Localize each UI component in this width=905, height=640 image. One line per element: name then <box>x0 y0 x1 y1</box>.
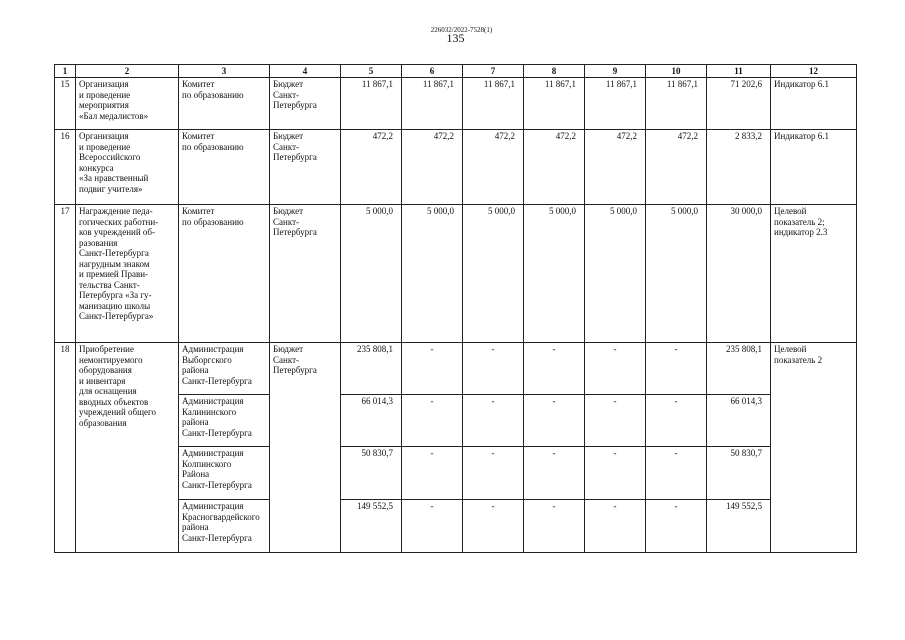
total-cell: 149 552,5 <box>707 500 771 553</box>
funding-source-cell: Бюджет Санкт- Петербурга <box>270 343 341 553</box>
year-value-cell: 5 000,0 <box>646 205 707 343</box>
document-number: 226032/2022-7528(1) <box>430 26 493 34</box>
executor-cell: Администрация Выборгского района Санкт-Петербурга <box>179 343 270 395</box>
dash-cell: - <box>463 447 524 500</box>
dash-cell: - <box>524 500 585 553</box>
column-header: 1 <box>55 65 76 78</box>
year-value-cell: 11 867,1 <box>402 78 463 130</box>
executor-cell: Комитет по образованию <box>179 130 270 205</box>
event-name-cell: Организация и проведение Всероссийского конкурса «За нравственный подвиг учителя» <box>76 130 179 205</box>
page-number: 135 <box>446 31 465 45</box>
table-row <box>55 343 857 395</box>
funding-source-cell: Бюджет Санкт- Петербурга <box>270 205 341 343</box>
year-value-cell: 11 867,1 <box>341 78 402 130</box>
year-value-cell: 5 000,0 <box>341 205 402 343</box>
dash-cell: - <box>463 395 524 447</box>
dash-cell: - <box>524 395 585 447</box>
total-cell: 71 202,6 <box>707 78 771 130</box>
event-name-cell: Награждение педа- гогических работни- ков учреждений об- разования Санкт-Петербурга нагрудным знаком и премией Прави- тельства Санкт- Петербурга «За гу- манизацию школы Санкт-Петербурга» <box>76 205 179 343</box>
year-value-cell: 5 000,0 <box>402 205 463 343</box>
funding-source-cell: Бюджет Санкт- Петербурга <box>270 78 341 130</box>
funding-source-cell: Бюджет Санкт- Петербурга <box>270 130 341 205</box>
year-value-cell: 472,2 <box>524 130 585 205</box>
total-cell: 2 833,2 <box>707 130 771 205</box>
indicator-cell: Целевой показатель 2 <box>771 343 857 553</box>
executor-cell: Комитет по образованию <box>179 78 270 130</box>
column-header: 8 <box>524 65 585 78</box>
dash-cell: - <box>646 395 707 447</box>
executor-cell: Администрация Калининского района Санкт-Петербурга <box>179 395 270 447</box>
column-header: 9 <box>585 65 646 78</box>
dash-cell: - <box>463 343 524 395</box>
year-value-cell: 11 867,1 <box>524 78 585 130</box>
year-value-cell: 11 867,1 <box>646 78 707 130</box>
year-value-cell: 66 014,3 <box>341 395 402 447</box>
column-header: 11 <box>707 65 771 78</box>
dash-cell: - <box>402 447 463 500</box>
table-row <box>55 78 857 130</box>
dash-cell: - <box>585 395 646 447</box>
indicator-cell: Индикатор 6.1 <box>771 78 857 130</box>
dash-cell: - <box>585 447 646 500</box>
year-value-cell: 235 808,1 <box>341 343 402 395</box>
dash-cell: - <box>402 343 463 395</box>
column-header: 6 <box>402 65 463 78</box>
dash-cell: - <box>646 500 707 553</box>
total-cell: 50 830,7 <box>707 447 771 500</box>
dash-cell: - <box>646 343 707 395</box>
table-row <box>55 205 857 343</box>
year-value-cell: 149 552,5 <box>341 500 402 553</box>
indicator-cell: Целевой показатель 2; индикатор 2.3 <box>771 205 857 343</box>
year-value-cell: 472,2 <box>646 130 707 205</box>
dash-cell: - <box>585 500 646 553</box>
event-name-cell: Организация и проведение мероприятия «Бал медалистов» <box>76 78 179 130</box>
budget-table <box>54 64 857 553</box>
total-cell: 30 000,0 <box>707 205 771 343</box>
executor-cell: Администрация Красногвардейского района Санкт-Петербурга <box>179 500 270 553</box>
column-header: 5 <box>341 65 402 78</box>
table-header-row <box>55 65 857 78</box>
year-value-cell: 11 867,1 <box>585 78 646 130</box>
page-header <box>0 27 905 44</box>
row-number-cell: 16 <box>55 130 76 205</box>
event-name-cell: Приобретение немонтируемого оборудования и инвентаря для оснащения вводных объектов учреждений общего образования <box>76 343 179 553</box>
year-value-cell: 472,2 <box>585 130 646 205</box>
dash-cell: - <box>402 500 463 553</box>
executor-cell: Администрация Колпинского Района Санкт-Петербурга <box>179 447 270 500</box>
year-value-cell: 50 830,7 <box>341 447 402 500</box>
column-header: 10 <box>646 65 707 78</box>
year-value-cell: 472,2 <box>341 130 402 205</box>
executor-cell: Комитет по образованию <box>179 205 270 343</box>
year-value-cell: 11 867,1 <box>463 78 524 130</box>
dash-cell: - <box>524 343 585 395</box>
column-header: 4 <box>270 65 341 78</box>
row-number-cell: 17 <box>55 205 76 343</box>
table-row <box>55 130 857 205</box>
column-header: 3 <box>179 65 270 78</box>
year-value-cell: 5 000,0 <box>585 205 646 343</box>
year-value-cell: 5 000,0 <box>463 205 524 343</box>
indicator-cell: Индикатор 6.1 <box>771 130 857 205</box>
year-value-cell: 5 000,0 <box>524 205 585 343</box>
column-header: 2 <box>76 65 179 78</box>
year-value-cell: 472,2 <box>402 130 463 205</box>
dash-cell: - <box>585 343 646 395</box>
dash-cell: - <box>646 447 707 500</box>
total-cell: 66 014,3 <box>707 395 771 447</box>
row-number-cell: 15 <box>55 78 76 130</box>
column-header: 7 <box>463 65 524 78</box>
year-value-cell: 472,2 <box>463 130 524 205</box>
dash-cell: - <box>524 447 585 500</box>
row-number-cell: 18 <box>55 343 76 553</box>
column-header: 12 <box>771 65 857 78</box>
dash-cell: - <box>463 500 524 553</box>
total-cell: 235 808,1 <box>707 343 771 395</box>
dash-cell: - <box>402 395 463 447</box>
